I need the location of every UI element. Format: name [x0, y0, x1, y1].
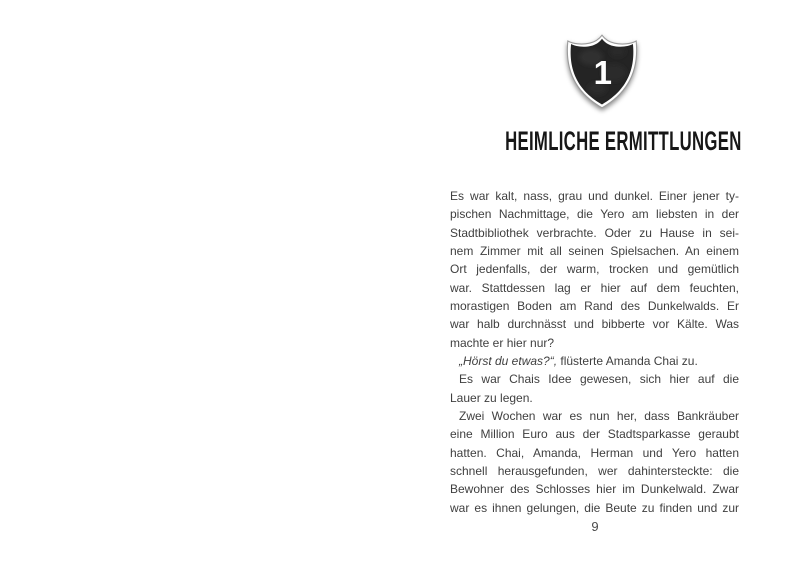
text-segment: Stadtbibliothek verbrachte. Oder zu Hause in sei-: [450, 225, 739, 240]
text-segment: Ort jedenfalls, der warm, trocken und gemütlich: [450, 262, 739, 277]
text-line: [450, 389, 739, 407]
text-line: [450, 315, 739, 333]
chapter-body: [450, 187, 739, 517]
text-line: [450, 407, 739, 425]
text-segment: war halb durchnässt und bibberte vor Kälte. Was: [450, 317, 739, 332]
text-segment: war. Stattdessen lag er hier auf dem feuchten,: [450, 280, 739, 295]
text-line: [450, 425, 739, 443]
text-line: [450, 462, 739, 480]
shield-icon: [561, 32, 643, 120]
text-line: [450, 499, 739, 517]
text-segment: pischen Nachmittage, die Yero am liebsten in der: [450, 207, 739, 222]
text-line: [450, 187, 739, 205]
text-segment: nem Zimmer mit all seinen Spielsachen. An einem: [450, 243, 739, 258]
text-segment: Lauer zu legen.: [450, 390, 533, 405]
chapter-number: 1: [593, 53, 612, 91]
text-segment: Es war kalt, nass, grau und dunkel. Einer jener ty-: [450, 189, 739, 203]
text-line: [450, 242, 739, 260]
text-segment: morastigen Boden am Rand des Dunkelwalds. Er: [450, 298, 739, 313]
dialogue-italic: „Hörst du etwas?“,: [459, 353, 558, 368]
text-line: [450, 224, 739, 242]
page-number: 9: [591, 519, 599, 534]
text-segment: Zwei Wochen war es nun her, dass Bankräuber: [459, 408, 739, 423]
text-line: [450, 444, 739, 462]
text-segment: Es war Chais Idee gewesen, sich hier auf die: [459, 372, 739, 387]
text-line: [450, 260, 739, 278]
text-line: [450, 205, 739, 223]
text-segment: machte er hier nur?: [450, 335, 555, 350]
text-line: [450, 352, 739, 370]
text-segment: eine Million Euro aus der Stadtsparkasse geraubt: [450, 427, 739, 442]
text-segment: war es ihnen gelungen, die Beute zu finden und zur: [450, 500, 739, 515]
text-line: [450, 334, 739, 352]
text-line: [450, 279, 739, 297]
chapter-badge: [561, 32, 643, 120]
text-segment: schnell herausgefunden, wer dahintersteckte: die: [450, 463, 739, 478]
text-segment: flüsterte Amanda Chai zu.: [557, 353, 698, 368]
text-line: [450, 480, 739, 498]
text-line: [450, 370, 739, 388]
text-line: [450, 297, 739, 315]
text-segment: Bewohner des Schlosses hier im Dunkelwald. Zwar: [450, 482, 739, 497]
chapter-title: HEIMLICHE ERMITTLUNGEN: [505, 126, 742, 156]
text-segment: hatten. Chai, Amanda, Herman und Yero hatten: [450, 445, 739, 460]
